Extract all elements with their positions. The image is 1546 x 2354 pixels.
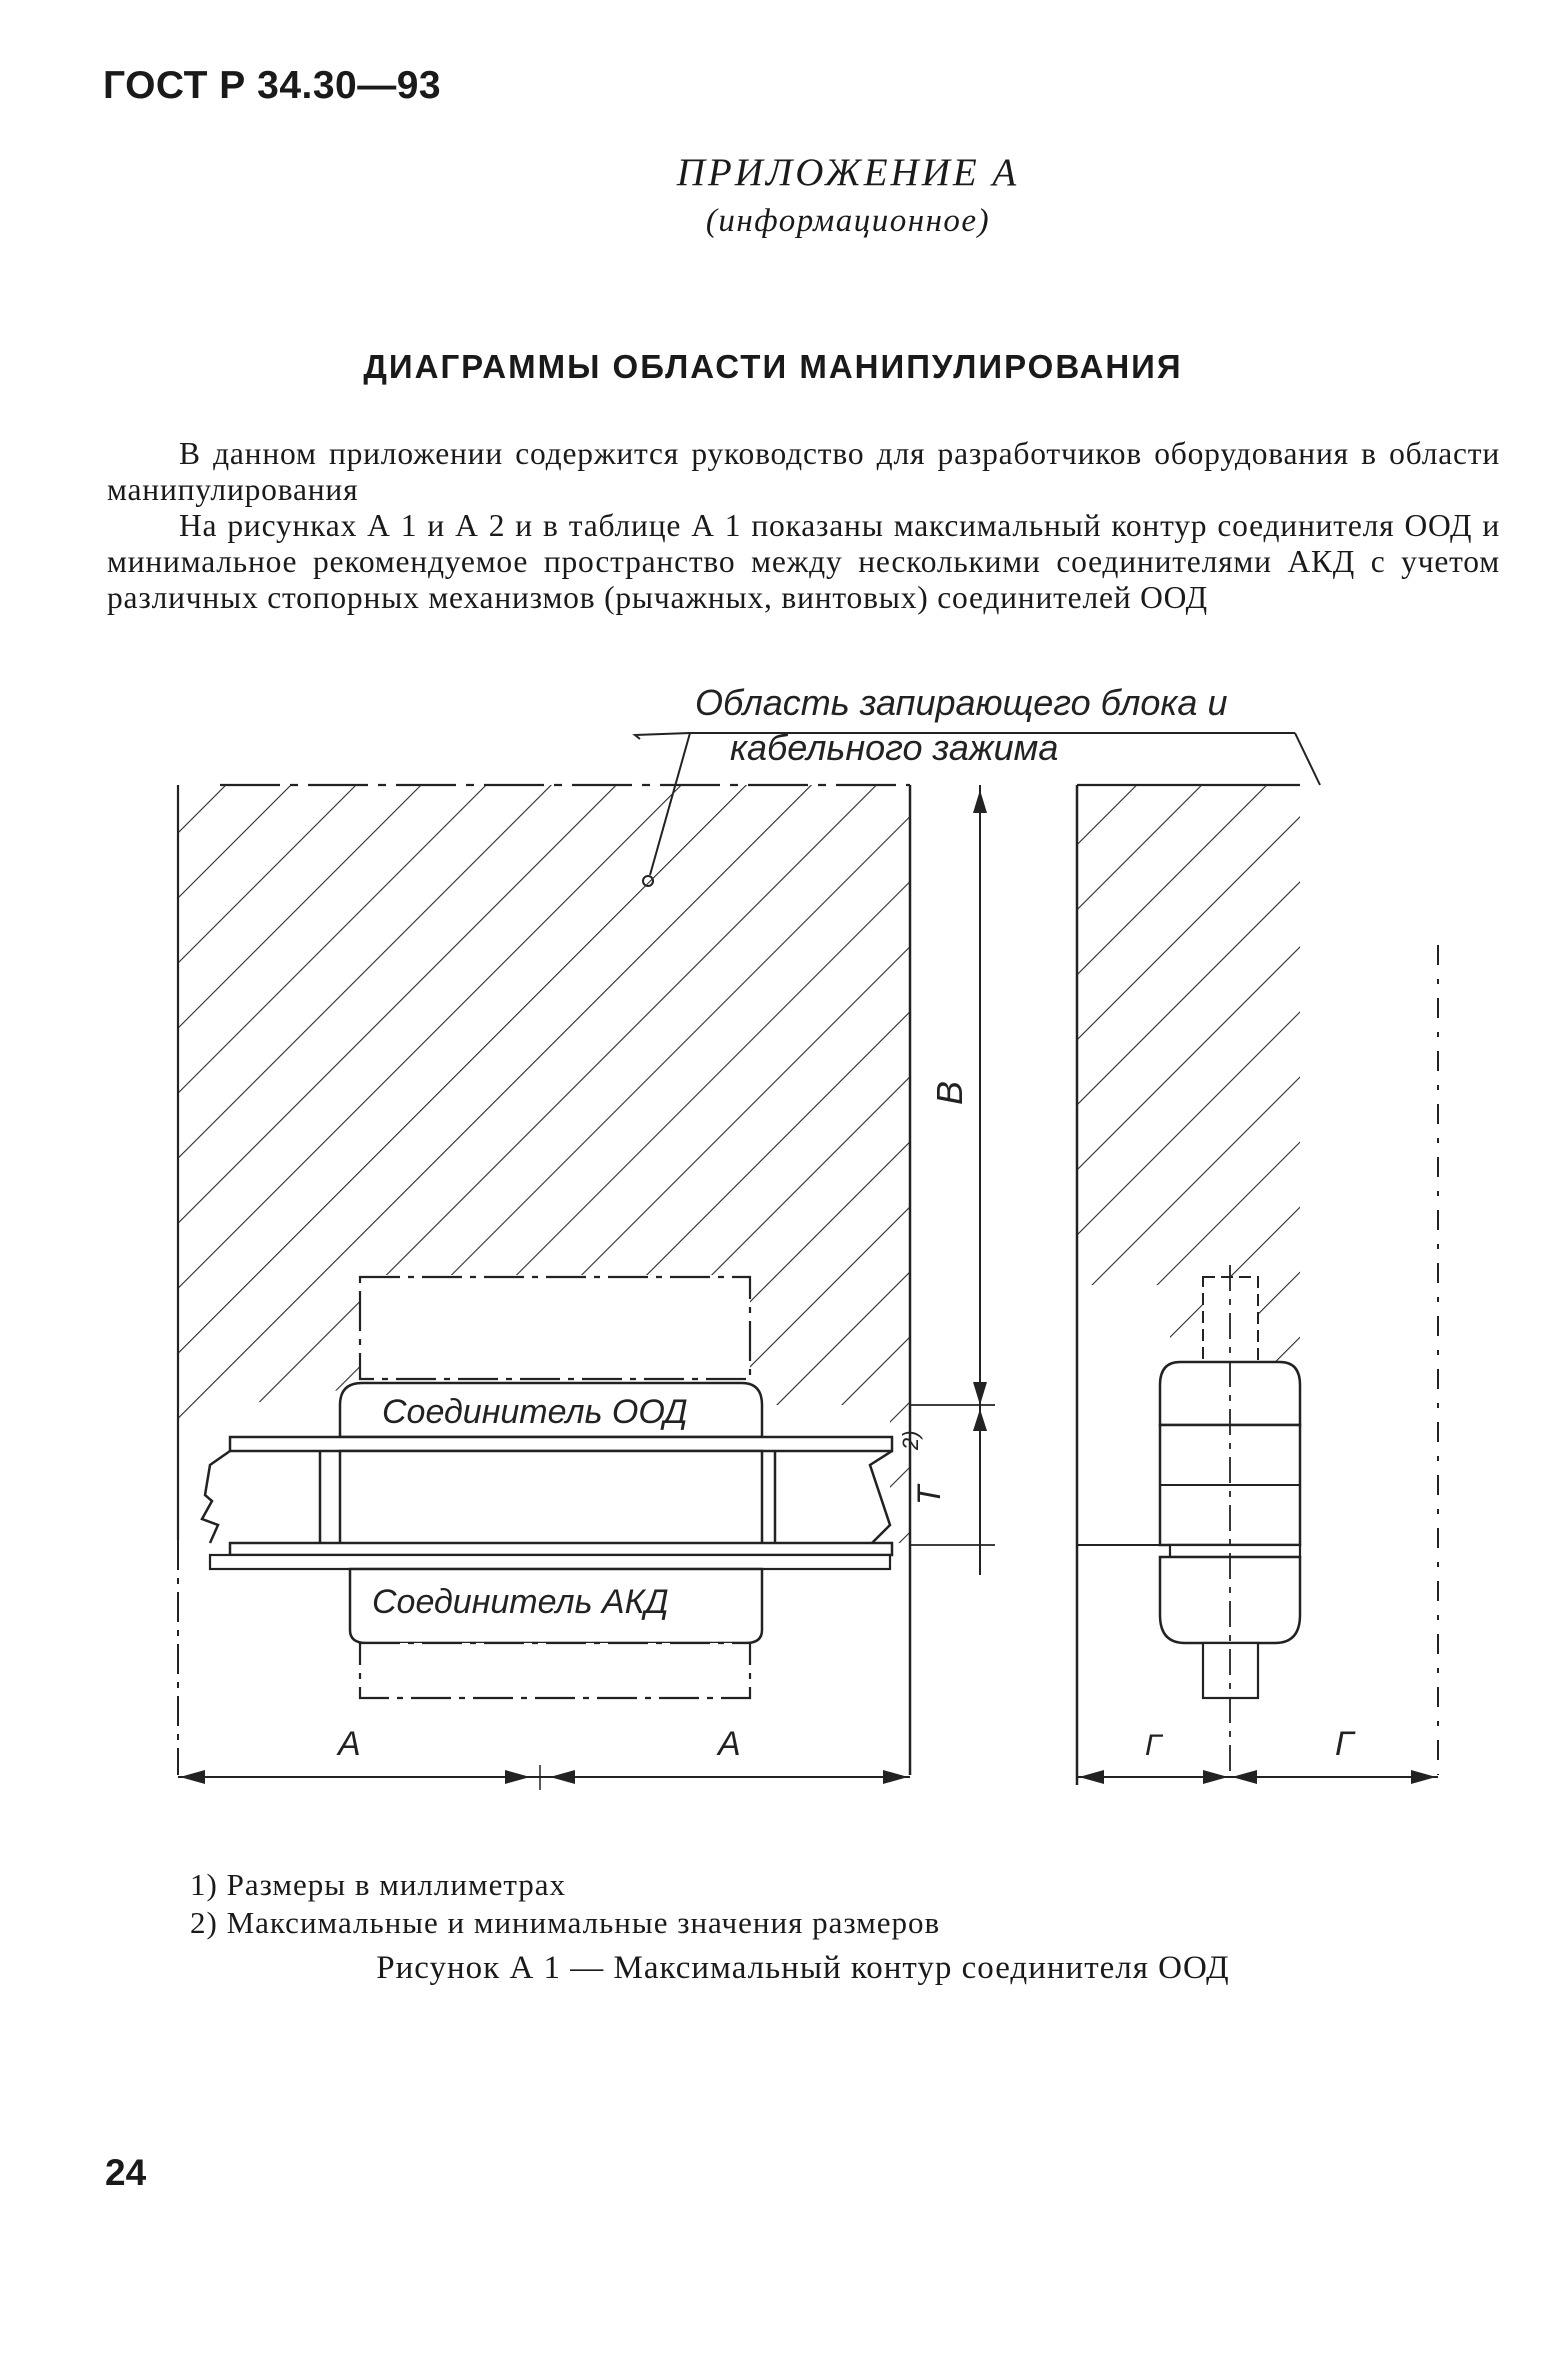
figure-notes [190, 1866, 940, 1942]
dte-connector-label: Соединитель ООД [382, 1393, 688, 1431]
callout-text-line2: кабельного зажима [730, 727, 1059, 768]
dim-label-t: Т [911, 1485, 947, 1505]
paragraph-figures: На рисунках А 1 и А 2 и в таблице А 1 показаны максимальный контур соединителя ООД и минимальное рекомендуемое пространство между несколькими соединителями АКД с учетом различных стопорных механизмов (рычажных, винтовых) соединителей ООД [107, 508, 1500, 615]
section-heading: ДИАГРАММЫ ОБЛАСТИ МАНИПУЛИРОВАНИЯ [363, 348, 1183, 385]
note-2: 2) Максимальные и минимальные значения размеров [190, 1905, 941, 1940]
dim-label-b: B [929, 1080, 970, 1105]
appendix-title: ПРИЛОЖЕНИЕ А [676, 151, 1020, 194]
page-number: 24 [105, 2152, 147, 2193]
dim-label-a-left: А [338, 1725, 361, 1763]
figure-caption: Рисунок А 1 — Максимальный контур соединителя ООД [376, 1950, 1230, 1986]
appendix-subtitle: (информационное) [705, 203, 991, 239]
dim-label-g-right: Г [1335, 1725, 1354, 1763]
standard-code: ГОСТ Р 34.30—93 [103, 64, 442, 107]
paragraph-intro: В данном приложении содержится руководство для разработчиков оборудования в области манипулирования [107, 436, 1500, 507]
dim-label-t-footnote: 2) [898, 1430, 923, 1450]
dim-label-a-right: А [718, 1725, 741, 1763]
dim-label-g-left: Г [1145, 1729, 1162, 1762]
figure-a1-diagram [150, 665, 1450, 1830]
callout-text-line1: Область запирающего блока и [695, 682, 1228, 723]
dce-connector-label: Соединитель АКД [372, 1583, 669, 1621]
note-1: 1) Размеры в миллиметрах [190, 1867, 567, 1902]
